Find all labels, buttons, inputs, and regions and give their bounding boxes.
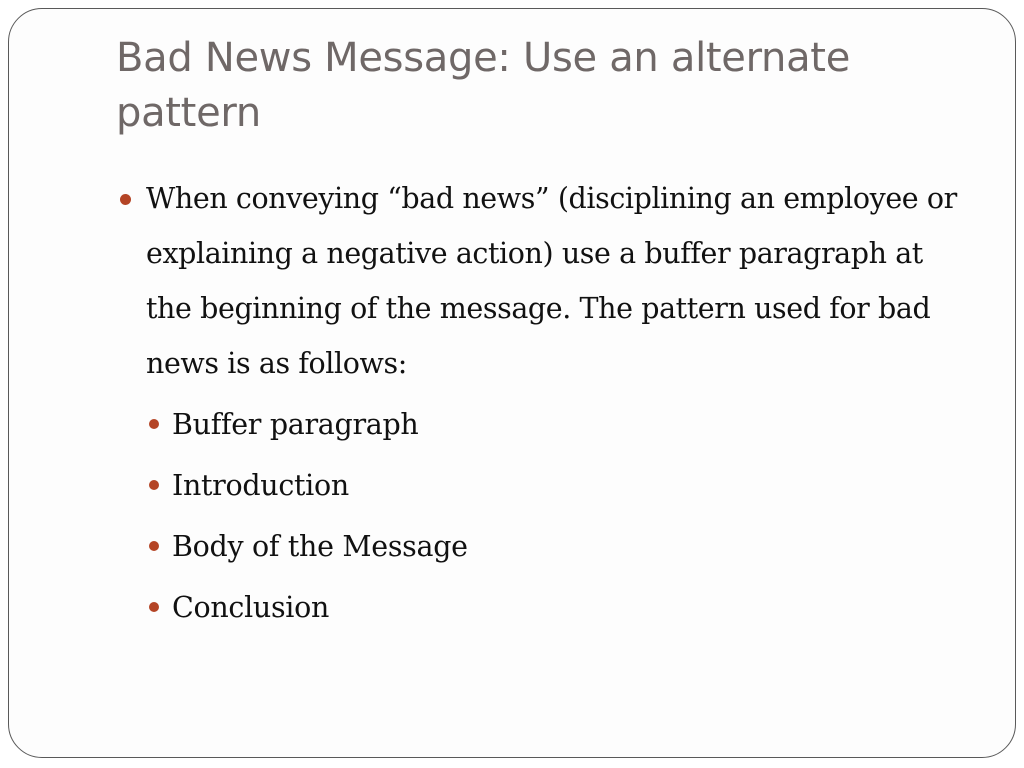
bullet-dot-icon xyxy=(149,602,159,612)
sub-bullet-item xyxy=(148,394,974,455)
sub-bullet-item xyxy=(148,455,974,516)
sub-bullet-item xyxy=(148,577,974,638)
sub-bullet-list xyxy=(114,394,974,638)
bullet-dot-icon xyxy=(149,419,159,429)
slide-frame xyxy=(8,8,1016,758)
slide-body xyxy=(114,171,974,638)
bullet-item xyxy=(114,171,974,391)
sub-bullet-item xyxy=(148,516,974,577)
bullet-text: When conveying “bad news” (disciplining an employee or explaining a negative action) use a buffer paragraph at the beginning of the message. The pattern used for bad news is as follows: xyxy=(146,182,957,380)
bullet-dot-icon xyxy=(149,480,159,490)
sub-bullet-text: Conclusion xyxy=(172,591,330,624)
sub-bullet-text: Buffer paragraph xyxy=(172,408,419,441)
sub-bullet-text: Body of the Message xyxy=(172,530,468,563)
bullet-dot-icon xyxy=(120,194,131,205)
bullet-dot-icon xyxy=(149,541,159,551)
slide-title: Bad News Message: Use an alternate pattern xyxy=(116,35,850,136)
sub-bullet-text: Introduction xyxy=(172,469,349,502)
